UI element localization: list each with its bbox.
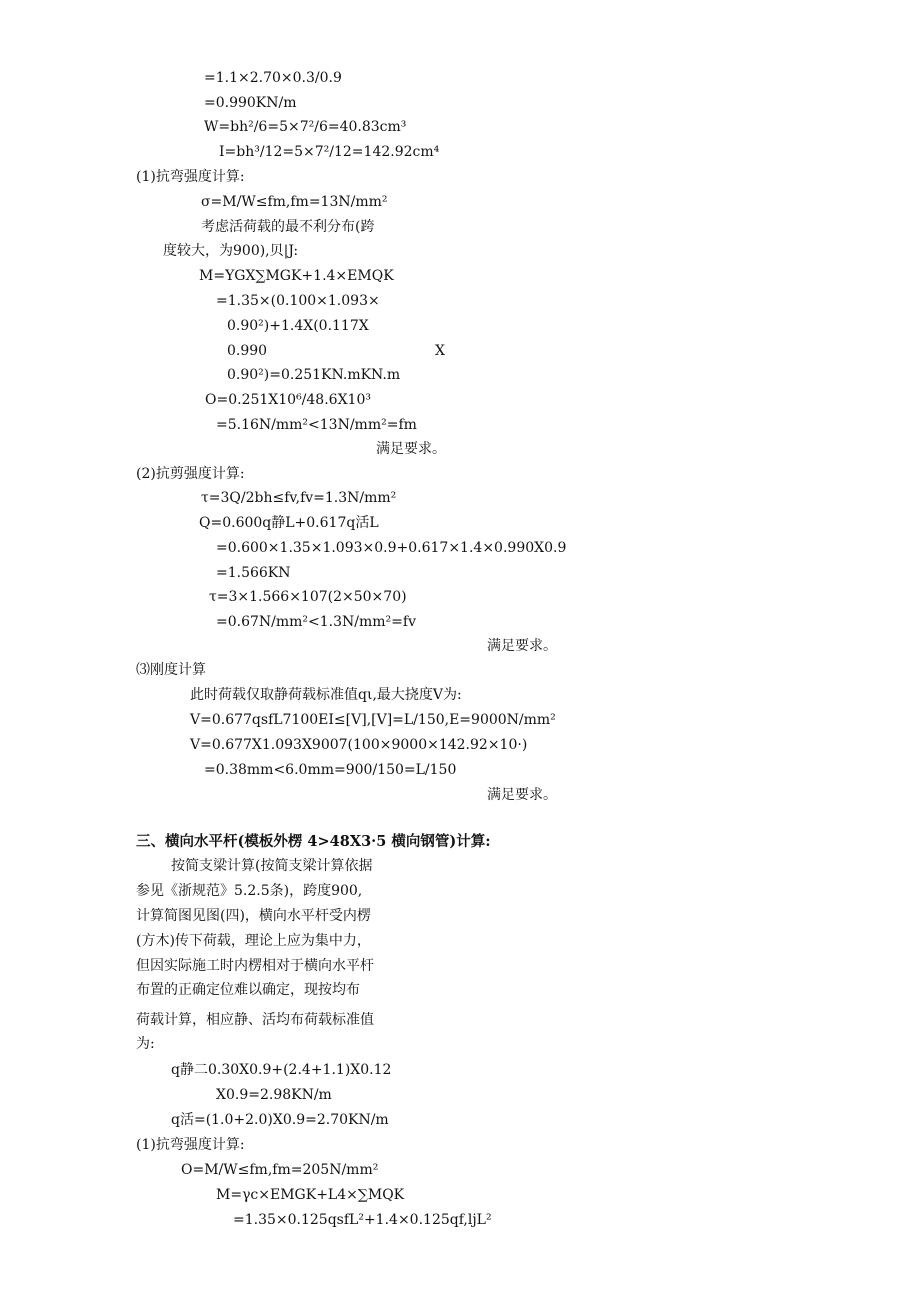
- paragraph-line: 按简支梁计算(按简支梁计算依据: [171, 858, 373, 874]
- section-heading: 三、横向水平杆(模板外楞 4>48X3·5 横向钢管)计算:: [136, 833, 491, 850]
- formula-line: =0.38mm<6.0mm=900/150=L/150: [204, 762, 457, 778]
- text-line: 考虑活荷载的最不利分布(跨: [201, 219, 375, 235]
- formula-line: 0.990: [227, 343, 268, 359]
- formula-line: =1.566KN: [216, 565, 291, 581]
- formula-line: =1.35×(0.100×1.093×: [216, 293, 380, 309]
- formula-line: =5.16N/mm²<13N/mm²=fm: [216, 417, 417, 433]
- conclusion-text: 满足要求。: [376, 441, 446, 457]
- paragraph-line: 布置的正确定位难以确定，现按均布: [136, 982, 360, 998]
- paragraph-line: 为:: [136, 1036, 155, 1052]
- formula-line: W=bh²/6=5×7²/6=40.83cm³: [204, 119, 407, 135]
- paragraph-line: 但因实际施工时内楞相对于横向水平杆: [136, 958, 374, 974]
- formula-line: 0.90²)+1.4X(0.117X: [227, 318, 369, 334]
- formula-line: σ=M/W≤fm,fm=13N/mm²: [201, 194, 388, 210]
- text-line: 度较大，为900),贝|J:: [163, 243, 299, 259]
- formula-line: Q=0.600q静L+0.617q活L: [199, 515, 379, 531]
- formula-line: =1.35×0.125qsfL²+1.4×0.125qf,ljL²: [233, 1212, 492, 1228]
- formula-line: =0.67N/mm²<1.3N/mm²=fv: [216, 614, 416, 630]
- formula-line: V=0.677X1.093X9007(100×9000×142.92×10·): [190, 737, 528, 753]
- section-label: (2)抗剪强度计算:: [136, 466, 245, 482]
- formula-line: =0.990KN/m: [204, 95, 297, 111]
- formula-line: X0.9=2.98KN/m: [216, 1087, 332, 1103]
- paragraph-line: 荷载计算，相应静、活均布荷载标准值: [136, 1012, 374, 1028]
- formula-line: M=YGX∑MGK+1.4×EMQK: [199, 268, 394, 284]
- formula-line: O=M/W≤fm,fm=205N/mm²: [181, 1162, 379, 1178]
- formula-line: O=0.251X10⁶/48.6X10³: [205, 392, 371, 408]
- formula-line: I=bh³/12=5×7²/12=142.92cm⁴: [219, 144, 440, 160]
- formula-line: =0.600×1.35×1.093×0.9+0.617×1.4×0.990X0.9: [216, 540, 567, 556]
- paragraph-line: (方木)传下荷载，理论上应为集中力，: [136, 933, 371, 949]
- formula-line: =1.1×2.70×0.3/0.9: [204, 70, 342, 86]
- formula-line: τ=3Q/2bh≤fv,fv=1.3N/mm²: [201, 490, 397, 506]
- formula-line: τ=3×1.566×107(2×50×70): [209, 589, 407, 605]
- paragraph-line: 参见《浙规范》5.2.5条)，跨度900,: [136, 883, 363, 899]
- formula-line: V=0.677qsfL7100EI≤[V],[V]=L/150,E=9000N/mm²: [190, 712, 556, 728]
- conclusion-text: 满足要求。: [487, 787, 557, 803]
- text-line: 此时荷载仅取静荷载标准值qι,最大挠度V为:: [190, 687, 462, 703]
- section-label: (1)抗弯强度计算:: [136, 1137, 245, 1153]
- formula-line: q活=(1.0+2.0)X0.9=2.70KN/m: [171, 1112, 389, 1128]
- formula-line: M=γc×EMGK+L4×∑MQK: [216, 1187, 405, 1203]
- formula-line: X: [435, 343, 445, 359]
- section-label: (1)抗弯强度计算:: [136, 169, 245, 185]
- formula-line: q静二0.30X0.9+(2.4+1.1)X0.12: [171, 1062, 392, 1078]
- paragraph-line: 计算简图见图(四)，横向水平杆受内楞: [136, 908, 371, 924]
- conclusion-text: 满足要求。: [487, 638, 557, 654]
- section-label: ⑶刚度计算: [136, 662, 206, 678]
- formula-line: 0.90²)=0.251KN.mKN.m: [227, 367, 401, 383]
